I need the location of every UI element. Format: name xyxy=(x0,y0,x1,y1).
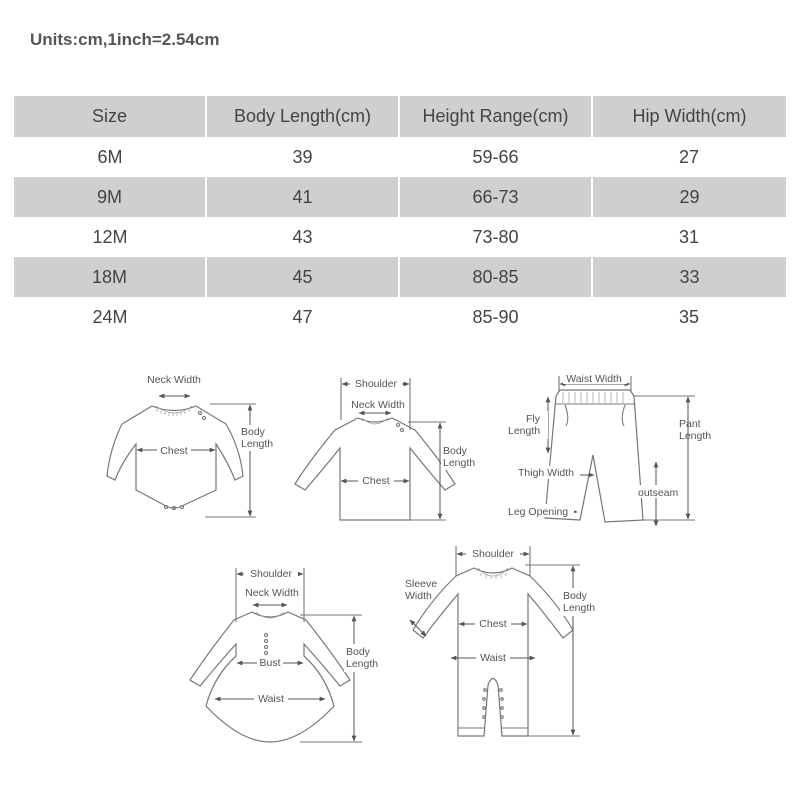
cell-height-range: 85-90 xyxy=(472,306,519,327)
tshirt-body-label: Body xyxy=(443,445,467,457)
cell-hip-width: 33 xyxy=(592,257,786,297)
table-row xyxy=(14,217,786,257)
table-row xyxy=(14,137,786,177)
cell-height-range: 73-80 xyxy=(472,226,519,247)
dress-neck-width-label: Neck Width xyxy=(245,587,299,599)
pants-outline xyxy=(545,390,643,522)
cell-hip-width: 29 xyxy=(592,177,786,217)
tshirt-outline xyxy=(295,418,455,520)
romper-diagram xyxy=(405,546,602,736)
cell-size: 6M xyxy=(97,146,123,167)
dress-bust-label: Bust xyxy=(259,657,281,669)
bodysuit-outline xyxy=(107,406,243,508)
table-row xyxy=(14,177,786,217)
romper-chest-label: Chest xyxy=(479,618,507,630)
tshirt-diagram xyxy=(295,377,483,520)
cell-hip-width: 31 xyxy=(678,226,700,247)
romper-sleeve-label: Sleeve xyxy=(405,578,438,590)
cell-size: 9M xyxy=(14,177,206,217)
tshirt-neck-width-label: Neck Width xyxy=(351,399,405,411)
romper-shoulder-label: Shoulder xyxy=(471,548,515,560)
table-row xyxy=(14,257,786,297)
romper-waist-label: Waist xyxy=(480,652,506,664)
pants-fly-label: Fly xyxy=(526,413,540,425)
cell-height-range: 59-66 xyxy=(472,146,519,167)
measurement-diagrams xyxy=(0,360,800,760)
header-hip-width: Hip Width(cm) xyxy=(592,96,786,137)
cell-size: 12M xyxy=(92,226,128,247)
pants-diagram xyxy=(506,372,711,526)
dress-length-label: Length xyxy=(346,658,379,670)
bodysuit-body-label: Body xyxy=(241,426,265,438)
cell-body-length: 47 xyxy=(292,306,313,327)
pants-thigh-width-label: Thigh Width xyxy=(518,467,575,479)
romper-sleeve-width-label: Width xyxy=(405,590,432,602)
romper-length-label: Length xyxy=(563,602,596,614)
header-size: Size xyxy=(14,96,206,137)
pants-fly-length-label: Length xyxy=(508,425,541,437)
header-body-length: Body Length(cm) xyxy=(206,96,399,137)
dress-waist-label: Waist xyxy=(258,693,284,705)
cell-body-length: 45 xyxy=(206,257,399,297)
table-header-row xyxy=(14,96,786,137)
cell-height-range: 80-85 xyxy=(399,257,592,297)
cell-size: 24M xyxy=(92,306,128,327)
cell-size: 18M xyxy=(14,257,206,297)
tshirt-chest-label: Chest xyxy=(362,475,390,487)
dress-shoulder-label: Shoulder xyxy=(249,568,293,580)
bodysuit-chest-label: Chest xyxy=(160,445,188,457)
dress-outline xyxy=(190,612,350,742)
cell-body-length: 41 xyxy=(206,177,399,217)
bodysuit-neck-width-label: Neck Width xyxy=(147,374,201,386)
cell-hip-width: 27 xyxy=(678,146,700,167)
tshirt-length-label: Length xyxy=(443,457,476,469)
header-height-range: Height Range(cm) xyxy=(399,96,592,137)
cell-body-length: 43 xyxy=(292,226,313,247)
cell-hip-width: 35 xyxy=(678,306,700,327)
table-row xyxy=(14,297,786,337)
pants-leg-opening-label: Leg Opening xyxy=(508,506,569,518)
pants-pant-label: Pant xyxy=(679,418,701,430)
bodysuit-diagram xyxy=(107,374,274,517)
dress-body-label: Body xyxy=(346,646,370,658)
pants-outseam-label: outseam xyxy=(638,487,679,499)
units-note: Units:cm,1inch=2.54cm xyxy=(30,30,220,49)
cell-height-range: 66-73 xyxy=(399,177,592,217)
cell-body-length: 39 xyxy=(292,146,313,167)
bodysuit-length-label: Length xyxy=(241,438,274,450)
size-chart-table xyxy=(14,96,786,337)
tshirt-shoulder-label: Shoulder xyxy=(354,378,398,390)
romper-body-label: Body xyxy=(563,590,587,602)
pants-pant-length-label: Length xyxy=(679,430,712,442)
dress-diagram xyxy=(190,567,384,742)
pants-waist-width-label: Waist Width xyxy=(566,373,622,385)
